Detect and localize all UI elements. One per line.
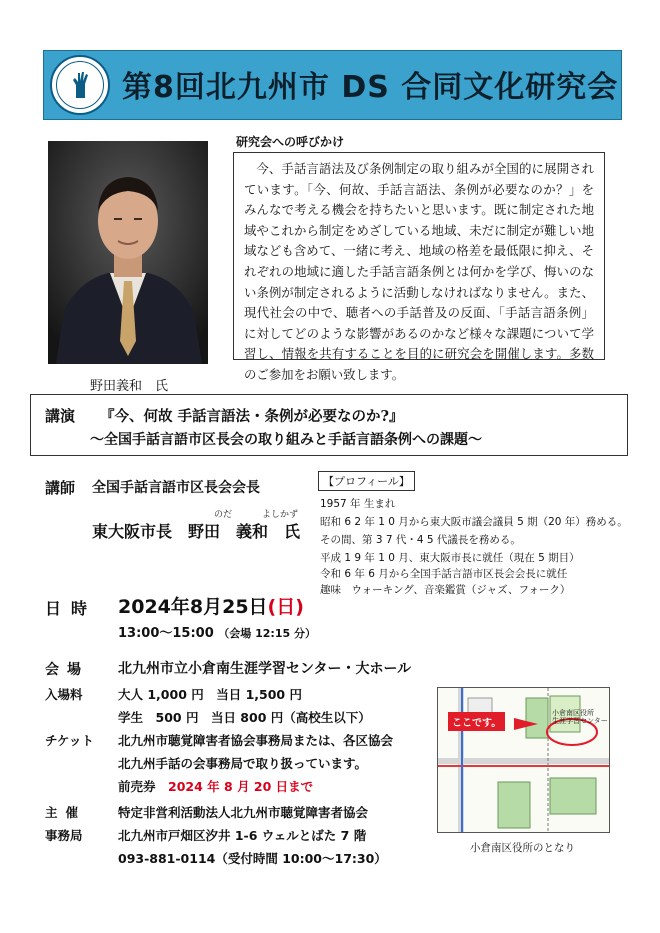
ruby-given: よしかず [262, 510, 299, 520]
host-name: 特定非営利活動法人北九州市聴覚障害者協会 [118, 805, 369, 820]
association-logo [50, 55, 110, 115]
presale-deadline: 2024 年 8 月 20 日まで [168, 779, 314, 794]
map-center-label: 生涯学習センター [552, 717, 608, 725]
venue-name: 北九州市立小倉南生涯学習センター・大ホール [118, 661, 412, 677]
office-phone: 093-881-0114（受付時間 10:00～17:30） [118, 851, 387, 866]
fee-adult: 大人 1,000 円 当日 1,500 円 [118, 687, 302, 702]
speaker-photo [48, 141, 208, 364]
lecture-subtitle: ～全国手話言語市区長会の取り組みと手話言語条例への課題～ [90, 432, 482, 448]
here-label: ここです。 [448, 712, 505, 731]
event-date: 2024年8月25日(日) [118, 596, 304, 618]
ticket-label: チケット [45, 733, 94, 748]
lecture-label: 講演 [45, 407, 76, 425]
host-label: 主催 [45, 805, 87, 820]
office-label: 事務局 [45, 828, 83, 843]
call-heading: 研究会への呼びかけ [236, 135, 345, 149]
profile-line: 昭和 6 2 年 1 0 月から東大阪市議会議員 5 期（20 年）務める。 [320, 516, 628, 528]
map-caption: 小倉南区役所のとなり [470, 842, 575, 854]
fee-label: 入場料 [45, 687, 83, 702]
hand-icon [70, 71, 90, 99]
profile-line: 1957 年 生まれ [320, 498, 396, 510]
page-title: 第8回北九州市 DS 合同文化研究会 [122, 70, 619, 105]
profile-line: 令和 6 年 6 月から全国手話言語市区長会会長に就任 [320, 568, 568, 580]
profile-line: 趣味 ウォーキング、音楽鑑賞（ジャズ、フォーク） [320, 584, 571, 596]
ruby-family: のだ [214, 510, 233, 520]
photo-caption: 野田義和 氏 [90, 379, 169, 394]
speaker-name: 東大阪市長 野田 義和 氏 [92, 522, 301, 541]
speaker-label: 講師 [45, 479, 76, 497]
event-day: (日) [267, 596, 304, 618]
fee-student: 学生 500 円 当日 800 円（高校生以下） [118, 710, 371, 725]
profile-line: 平成 1 9 年 1 0 月、東大阪市長に就任（現在 5 期目） [320, 552, 580, 564]
ticket-line2: 北九州手話の会事務局で取り扱っています。 [118, 756, 368, 771]
ticket-line1: 北九州市聴覚障害者協会事務局または、各区協会 [118, 733, 394, 748]
profile-line: その間、第 3 7 代・4 5 代議長を務める。 [320, 534, 521, 546]
time-note: （会場 12:15 分） [218, 627, 316, 640]
presale-info: 前売券 2024 年 8 月 20 日まで [118, 779, 314, 794]
speaker-org: 全国手話言語市区長会会長 [92, 480, 260, 496]
event-time: 13:00～15:00 （会場 12:15 分） [118, 626, 316, 641]
profile-heading: 【プロフィール】 [318, 471, 415, 491]
venue-label: 会場 [45, 662, 89, 678]
call-body: 今、手話言語法及び条例制定の取り組みが全国的に展開されています。「今、何故、手話言語法、条例が必要なのか？」をみんなで考える機会を持ちたいと思います。既に制定された地域やこれから制定をめざしている地域、未だに制定が難しい地域なども含めて、一緒に考え、地域の格差を最低限に抑え、それぞれの地域に適した手話言語条例とは何かを学び、悔いのない条例が制定されるように活動しなければなりません。また、現代社会の中で、聴者への手話普及の反面、「手話言語条例」に対してどのような影響があるのかなど様々な課題について学習し、情報を共有することを目的に研究会を開催します。多数のご参加をお願い致します。 [233, 152, 605, 360]
map-office-label: 小倉南区役所 [552, 709, 594, 717]
date-label: 日時 [45, 599, 98, 618]
lecture-title: 『今、何故 手話言語法・条例が必要なのか?』 [100, 408, 404, 425]
office-address: 北九州市戸畑区汐井 1-6 ウェルとばた 7 階 [118, 828, 367, 843]
